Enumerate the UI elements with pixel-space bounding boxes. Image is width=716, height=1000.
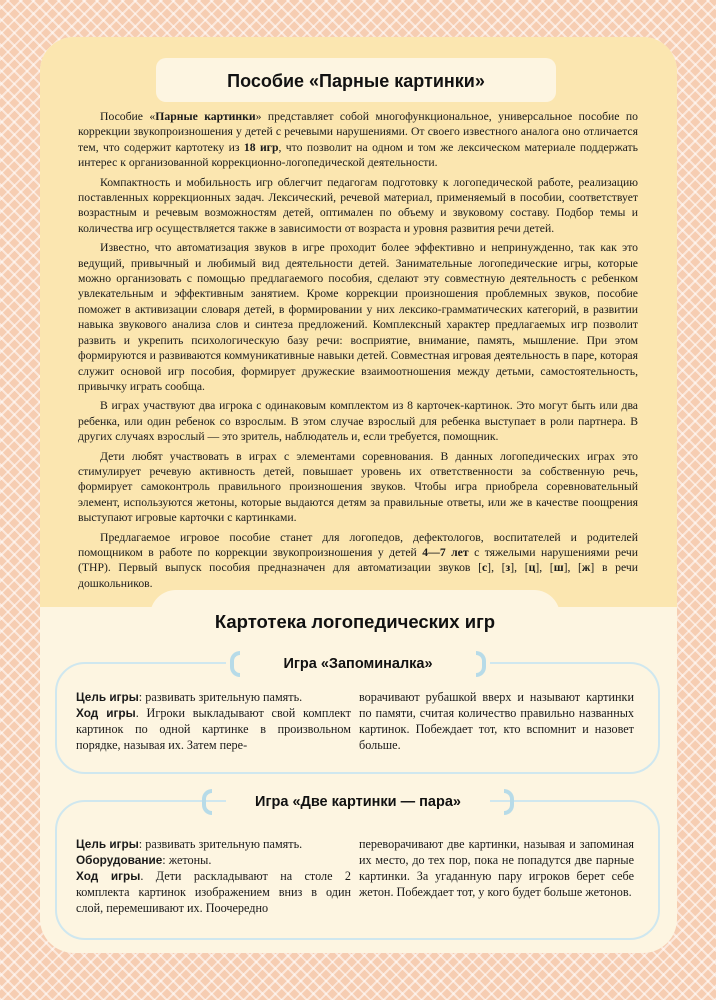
bracket-left-decoration (230, 651, 240, 677)
paragraph: Пособие «Парные картинки» представляет собой многофункциональное, универсальное пособие по коррекции звукопроизношения у детей с речевыми нарушениями. От своего известного аналога оно отличается тем, что содержит картотеку из 18 игр, что позволит на одном и том же лексическом материале поддержать интерес к организованной коррекционно-логопедической деятельности. (78, 110, 638, 170)
game1-move-continued: ворачивают рубашкой вверх и называют картинки по памяти, считая количество правильно названных картинок. Побеждает тот, кто вспомнит и назовет больше. (359, 690, 634, 752)
intro-text (78, 109, 638, 595)
section-title-manual: Пособие «Парные картинки» (156, 58, 556, 102)
game-title-dve-kartinki: Игра «Две картинки — пара» (226, 786, 490, 818)
paragraph: Предлагаемое игровое пособие станет для логопедов, дефектологов, воспитателей и родителей помощником в работе по коррекции звукопроизношения у детей 4—7 лет с тяжелыми нарушениями речи (ТНР). Первый выпуск пособия предназначен для автоматизации звуков [с], [з], [ц], [ш], [ж] в речи дошкольников. (78, 530, 638, 590)
game1-column-left (76, 689, 351, 753)
game1-goal: Цель игры: развивать зрительную память. (76, 690, 303, 704)
section-title-games: Картотека логопедических игр (214, 611, 496, 632)
game2-goal: Цель игры: развивать зрительную память. (76, 837, 303, 851)
game2-equipment: Оборудование: жетоны. (76, 853, 212, 867)
paragraph: Дети любят участвовать в играх с элементами соревнования. В данных логопедических играх это стимулирует речевую активность детей, повышает уровень их ответственности за собственную речь, формирует самоконтроль правильного произношения звуков. Чтобы игра приобрела соревновательный элемент, используются жетоны, которые выдаются детям за правильные ответы, или же в качестве поощрения выступают игровые карточки с картинками. (78, 449, 638, 525)
paragraph: Известно, что автоматизация звуков в игре проходит более эффективно и непринужденно, так как это ведущий, привычный и любимый вид деятельности детей. Занимательные логопедические игры, которые можно организовать с помощью предлагаемого пособия, сделают эту совместную деятельность с ребенком увлекательным и эффективным занятием. Кроме коррекции произношения проблемных звуков, пособие поможет в активизации словаря детей, в формировании у них лексико-грамматических категорий, в развитии навыка звукового анализа слов и синтеза предложений. Комплексный характер предлагаемых игр позволит развить и укрепить психологическую базу речи: восприятие, внимание, память, мышление. При этом формируются и развиваются коммуникативные навыки детей. Совместная игровая деятельность в паре, которая служит основой игр пособия, формирует дружеские взаимоотношения между детьми, самостоятельность, привычку играть сообща. (78, 241, 638, 393)
game2-move: Ход игры. Дети раскладывают на столе 2 комплекта картинок изображением вниз в один слой, перемешивают их. Поочередно (76, 869, 351, 915)
game1-move: Ход игры. Игроки выкладывают свой комплект картинок по одной картинке в произвольном порядке, называя их. Затем пере- (76, 706, 351, 752)
game1-column-right (359, 689, 634, 753)
paragraph: В играх участвуют два игрока с одинаковым комплектом из 8 карточек-картинок. Это могут быть или два ребенка, или один ребенок со взрослым. В этом случае взрослый для ребенка выступает в роли партнера. В других случаях взрослый — это зритель, наблюдатель и, если требуется, помощник. (78, 399, 638, 444)
bracket-left-decoration (202, 789, 212, 815)
paragraph: Компактность и мобильность игр облегчит педагогам подготовку к логопедической работе, реализацию поставленных коррекционных задач. Лексический, речевой материал, применяемый в пособии, соответствует возрастным и речевым возможностям детей, оптимален по объему и звуковому составу. Подбор темы и количества игр осуществляется также в зависимости от возраста и уровня развития речи детей. (78, 175, 638, 235)
game2-move-continued: переворачивают две картинки, называя и запоминая их место, до тех пор, пока не попадутся две парные картинки. За угаданную пару игроков берет себе жетон. Побеждает тот, у кого будет больше жетонов. (359, 837, 634, 899)
game-title-zapominalka: Игра «Запоминалка» (226, 648, 490, 680)
game2-column-right (359, 836, 634, 900)
game2-column-left (76, 836, 351, 916)
